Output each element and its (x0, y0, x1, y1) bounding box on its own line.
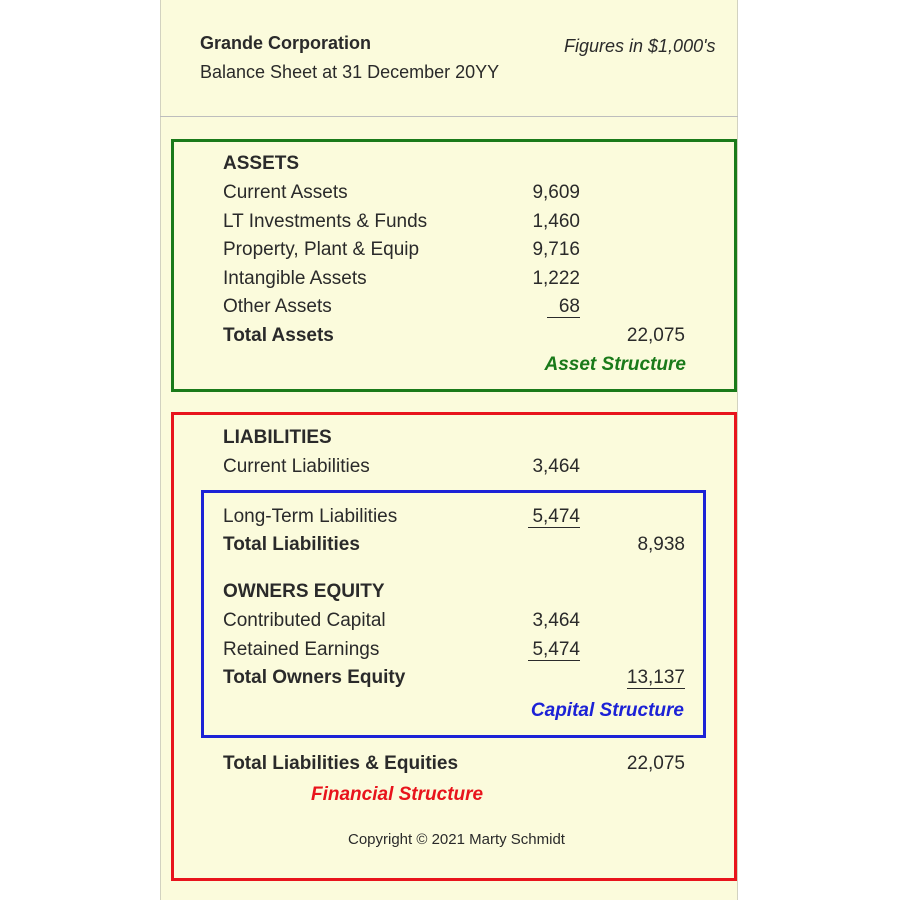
asset-label-ppe: Property, Plant & Equip (223, 239, 420, 260)
current-liabilities-label: Current Liabilities (223, 456, 370, 477)
contributed-capital-value: 3,464 (532, 610, 580, 631)
asset-label-other: Other Assets (223, 296, 332, 317)
retained-earnings-value-wrap (480, 639, 580, 661)
asset-structure-label: Asset Structure (544, 354, 686, 375)
financial-structure-label: Financial Structure (311, 784, 484, 805)
header-divider (160, 116, 738, 117)
asset-label-intangible: Intangible Assets (223, 268, 367, 289)
owners-equity-heading: OWNERS EQUITY (223, 581, 385, 602)
longterm-liabilities-label: Long-Term Liabilities (223, 506, 398, 527)
total-liabilities-equities-value: 22,075 (626, 753, 685, 774)
total-liabilities-label: Total Liabilities (223, 534, 360, 555)
total-owners-equity-value-wrap (585, 667, 685, 689)
assets-heading: ASSETS (223, 153, 300, 174)
company-name: Grande Corporation (200, 33, 372, 53)
copyright-notice: Copyright © 2021 Marty Schmidt (348, 831, 565, 848)
asset-value-ppe: 9,716 (532, 239, 580, 260)
longterm-liabilities-value: 5,474 (528, 507, 580, 528)
retained-earnings-label: Retained Earnings (223, 639, 380, 660)
longterm-liabilities-value-wrap (480, 506, 580, 528)
total-assets-label: Total Assets (223, 325, 334, 346)
asset-value-lt-investments: 1,460 (532, 211, 580, 232)
asset-value-intangible: 1,222 (532, 268, 580, 289)
asset-label-lt-investments: LT Investments & Funds (223, 211, 428, 232)
total-liabilities-equities-label: Total Liabilities & Equities (223, 753, 459, 774)
total-owners-equity-value: 13,137 (626, 667, 685, 688)
asset-value-other-wrap (480, 296, 580, 318)
sheet-subtitle: Balance Sheet at 31 December 20YY (200, 62, 500, 82)
total-liabilities-value: 8,938 (637, 534, 685, 555)
asset-value-other: 68 (547, 297, 580, 318)
units-note: Figures in $1,000's (564, 36, 716, 56)
current-liabilities-value: 3,464 (532, 456, 580, 477)
total-assets-value: 22,075 (626, 325, 685, 346)
capital-structure-label: Capital Structure (530, 700, 684, 721)
total-owners-equity-label: Total Owners Equity (223, 667, 406, 688)
liabilities-heading: LIABILITIES (223, 427, 332, 448)
retained-earnings-value: 5,474 (528, 640, 580, 661)
contributed-capital-label: Contributed Capital (223, 610, 386, 631)
asset-value-current: 9,609 (532, 182, 580, 203)
asset-label-current: Current Assets (223, 182, 348, 203)
